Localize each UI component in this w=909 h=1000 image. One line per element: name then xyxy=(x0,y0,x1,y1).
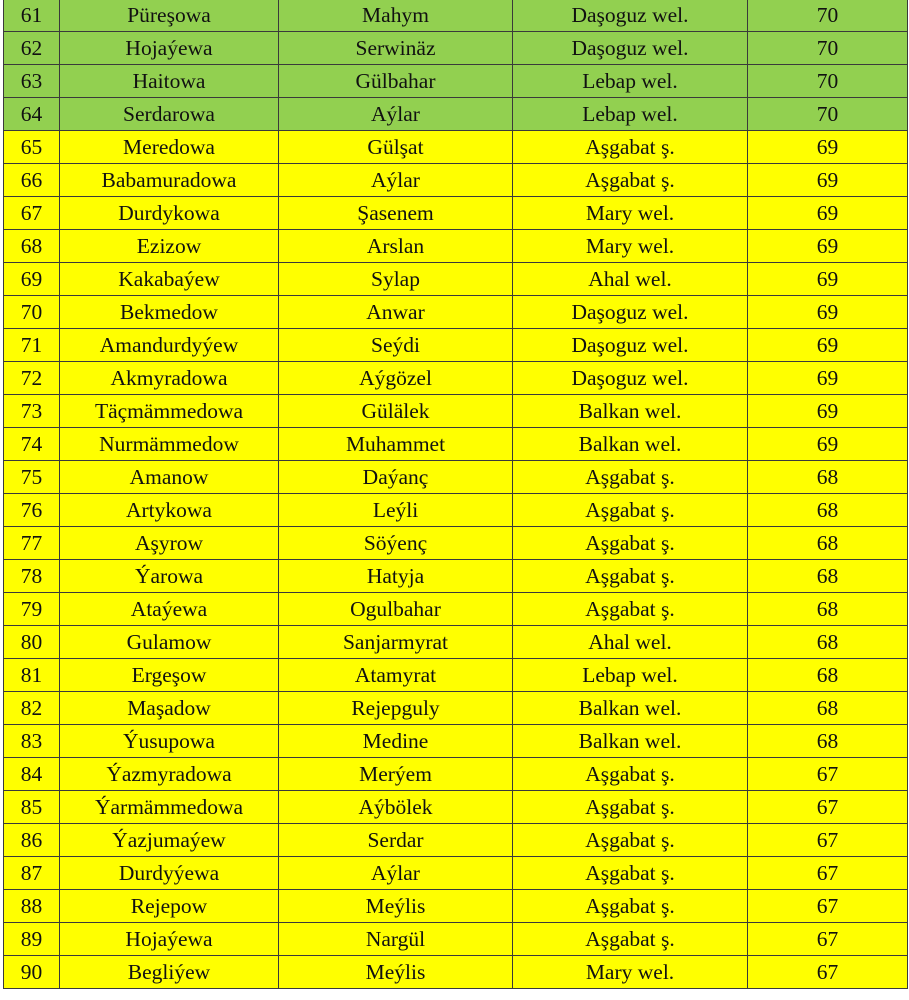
first-name-cell: Aýlar xyxy=(279,98,513,131)
score-cell: 67 xyxy=(748,956,908,989)
score-cell: 67 xyxy=(748,923,908,956)
score-cell: 69 xyxy=(748,197,908,230)
row-number-cell: 64 xyxy=(4,98,60,131)
table-row xyxy=(4,230,908,263)
region-cell: Lebap wel. xyxy=(513,98,748,131)
surname-cell: Artykowa xyxy=(60,494,279,527)
row-number-cell: 66 xyxy=(4,164,60,197)
surname-cell: Ýazmyradowa xyxy=(60,758,279,791)
row-number-cell: 87 xyxy=(4,857,60,890)
region-cell: Balkan wel. xyxy=(513,428,748,461)
score-cell: 67 xyxy=(748,824,908,857)
table-row xyxy=(4,0,908,32)
region-cell: Balkan wel. xyxy=(513,395,748,428)
table-row xyxy=(4,329,908,362)
region-cell: Aşgabat ş. xyxy=(513,131,748,164)
row-number-cell: 62 xyxy=(4,32,60,65)
score-cell: 69 xyxy=(748,230,908,263)
surname-cell: Amanow xyxy=(60,461,279,494)
region-cell: Mary wel. xyxy=(513,956,748,989)
score-cell: 68 xyxy=(748,527,908,560)
surname-cell: Ýarmämmedowa xyxy=(60,791,279,824)
surname-cell: Serdarowa xyxy=(60,98,279,131)
table-row xyxy=(4,692,908,725)
surname-cell: Nurmämmedow xyxy=(60,428,279,461)
score-cell: 68 xyxy=(748,626,908,659)
first-name-cell: Aýgözel xyxy=(279,362,513,395)
surname-cell: Ýarowa xyxy=(60,560,279,593)
first-name-cell: Merýem xyxy=(279,758,513,791)
region-cell: Aşgabat ş. xyxy=(513,890,748,923)
surname-cell: Hojaýewa xyxy=(60,923,279,956)
table-row xyxy=(4,197,908,230)
table-row xyxy=(4,32,908,65)
first-name-cell: Daýanç xyxy=(279,461,513,494)
row-number-cell: 75 xyxy=(4,461,60,494)
score-cell: 68 xyxy=(748,494,908,527)
surname-cell: Durdykowa xyxy=(60,197,279,230)
score-cell: 67 xyxy=(748,857,908,890)
surname-cell: Bekmedow xyxy=(60,296,279,329)
surname-cell: Ýusupowa xyxy=(60,725,279,758)
row-number-cell: 82 xyxy=(4,692,60,725)
table-row xyxy=(4,461,908,494)
first-name-cell: Meýlis xyxy=(279,890,513,923)
region-cell: Daşoguz wel. xyxy=(513,296,748,329)
surname-cell: Gulamow xyxy=(60,626,279,659)
first-name-cell: Söýenç xyxy=(279,527,513,560)
surname-cell: Rejepow xyxy=(60,890,279,923)
surname-cell: Begliýew xyxy=(60,956,279,989)
surname-cell: Täçmämmedowa xyxy=(60,395,279,428)
row-number-cell: 69 xyxy=(4,263,60,296)
region-cell: Daşoguz wel. xyxy=(513,362,748,395)
table-row xyxy=(4,296,908,329)
first-name-cell: Seýdi xyxy=(279,329,513,362)
row-number-cell: 77 xyxy=(4,527,60,560)
row-number-cell: 76 xyxy=(4,494,60,527)
surname-cell: Ezizow xyxy=(60,230,279,263)
region-cell: Daşoguz wel. xyxy=(513,329,748,362)
region-cell: Daşoguz wel. xyxy=(513,0,748,32)
score-cell: 70 xyxy=(748,32,908,65)
score-cell: 69 xyxy=(748,296,908,329)
score-cell: 68 xyxy=(748,659,908,692)
row-number-cell: 86 xyxy=(4,824,60,857)
score-cell: 67 xyxy=(748,791,908,824)
surname-cell: Haitowa xyxy=(60,65,279,98)
score-cell: 69 xyxy=(748,263,908,296)
table-row xyxy=(4,659,908,692)
row-number-cell: 70 xyxy=(4,296,60,329)
score-cell: 69 xyxy=(748,131,908,164)
table-row xyxy=(4,362,908,395)
first-name-cell: Gülşat xyxy=(279,131,513,164)
surname-cell: Meredowa xyxy=(60,131,279,164)
first-name-cell: Rejepguly xyxy=(279,692,513,725)
region-cell: Aşgabat ş. xyxy=(513,560,748,593)
score-cell: 69 xyxy=(748,164,908,197)
first-name-cell: Şasenem xyxy=(279,197,513,230)
row-number-cell: 68 xyxy=(4,230,60,263)
row-number-cell: 81 xyxy=(4,659,60,692)
table-row xyxy=(4,164,908,197)
table-row xyxy=(4,65,908,98)
row-number-cell: 90 xyxy=(4,956,60,989)
results-table-body xyxy=(4,0,908,989)
region-cell: Balkan wel. xyxy=(513,725,748,758)
region-cell: Balkan wel. xyxy=(513,692,748,725)
first-name-cell: Medine xyxy=(279,725,513,758)
first-name-cell: Arslan xyxy=(279,230,513,263)
surname-cell: Amandurdyýew xyxy=(60,329,279,362)
first-name-cell: Sanjarmyrat xyxy=(279,626,513,659)
surname-cell: Ýazjumaýew xyxy=(60,824,279,857)
region-cell: Daşoguz wel. xyxy=(513,32,748,65)
table-row xyxy=(4,791,908,824)
surname-cell: Maşadow xyxy=(60,692,279,725)
table-row xyxy=(4,131,908,164)
row-number-cell: 71 xyxy=(4,329,60,362)
region-cell: Ahal wel. xyxy=(513,263,748,296)
table-row xyxy=(4,956,908,989)
region-cell: Aşgabat ş. xyxy=(513,791,748,824)
surname-cell: Durdyýewa xyxy=(60,857,279,890)
first-name-cell: Serwinäz xyxy=(279,32,513,65)
table-row xyxy=(4,527,908,560)
table-row xyxy=(4,494,908,527)
region-cell: Aşgabat ş. xyxy=(513,527,748,560)
score-cell: 69 xyxy=(748,395,908,428)
region-cell: Ahal wel. xyxy=(513,626,748,659)
region-cell: Aşgabat ş. xyxy=(513,164,748,197)
table-row xyxy=(4,824,908,857)
table-row xyxy=(4,98,908,131)
region-cell: Aşgabat ş. xyxy=(513,824,748,857)
region-cell: Lebap wel. xyxy=(513,659,748,692)
table-row xyxy=(4,263,908,296)
row-number-cell: 72 xyxy=(4,362,60,395)
score-cell: 68 xyxy=(748,725,908,758)
row-number-cell: 61 xyxy=(4,0,60,32)
row-number-cell: 84 xyxy=(4,758,60,791)
region-cell: Aşgabat ş. xyxy=(513,758,748,791)
first-name-cell: Leýli xyxy=(279,494,513,527)
row-number-cell: 79 xyxy=(4,593,60,626)
region-cell: Aşgabat ş. xyxy=(513,494,748,527)
first-name-cell: Ogulbahar xyxy=(279,593,513,626)
region-cell: Mary wel. xyxy=(513,230,748,263)
table-row xyxy=(4,626,908,659)
first-name-cell: Sylap xyxy=(279,263,513,296)
table-row xyxy=(4,923,908,956)
first-name-cell: Muhammet xyxy=(279,428,513,461)
score-cell: 70 xyxy=(748,0,908,32)
table-row xyxy=(4,758,908,791)
surname-cell: Ataýewa xyxy=(60,593,279,626)
score-cell: 68 xyxy=(748,560,908,593)
table-row xyxy=(4,857,908,890)
row-number-cell: 78 xyxy=(4,560,60,593)
score-cell: 69 xyxy=(748,362,908,395)
score-cell: 70 xyxy=(748,98,908,131)
region-cell: Lebap wel. xyxy=(513,65,748,98)
score-cell: 67 xyxy=(748,890,908,923)
surname-cell: Babamuradowa xyxy=(60,164,279,197)
first-name-cell: Anwar xyxy=(279,296,513,329)
region-cell: Aşgabat ş. xyxy=(513,593,748,626)
row-number-cell: 63 xyxy=(4,65,60,98)
first-name-cell: Nargül xyxy=(279,923,513,956)
region-cell: Aşgabat ş. xyxy=(513,857,748,890)
first-name-cell: Hatyja xyxy=(279,560,513,593)
surname-cell: Aşyrow xyxy=(60,527,279,560)
table-row xyxy=(4,395,908,428)
first-name-cell: Aýbölek xyxy=(279,791,513,824)
score-cell: 69 xyxy=(748,329,908,362)
results-table xyxy=(3,0,908,989)
region-cell: Mary wel. xyxy=(513,197,748,230)
table-row xyxy=(4,890,908,923)
first-name-cell: Serdar xyxy=(279,824,513,857)
first-name-cell: Mahym xyxy=(279,0,513,32)
table-row xyxy=(4,560,908,593)
table-row xyxy=(4,725,908,758)
surname-cell: Püreşowa xyxy=(60,0,279,32)
surname-cell: Kakabaýew xyxy=(60,263,279,296)
row-number-cell: 73 xyxy=(4,395,60,428)
row-number-cell: 85 xyxy=(4,791,60,824)
score-cell: 68 xyxy=(748,692,908,725)
table-row xyxy=(4,428,908,461)
surname-cell: Hojaýewa xyxy=(60,32,279,65)
row-number-cell: 89 xyxy=(4,923,60,956)
first-name-cell: Gülälek xyxy=(279,395,513,428)
row-number-cell: 74 xyxy=(4,428,60,461)
row-number-cell: 88 xyxy=(4,890,60,923)
first-name-cell: Aýlar xyxy=(279,164,513,197)
first-name-cell: Atamyrat xyxy=(279,659,513,692)
region-cell: Aşgabat ş. xyxy=(513,923,748,956)
score-cell: 67 xyxy=(748,758,908,791)
row-number-cell: 65 xyxy=(4,131,60,164)
region-cell: Aşgabat ş. xyxy=(513,461,748,494)
row-number-cell: 83 xyxy=(4,725,60,758)
first-name-cell: Gülbahar xyxy=(279,65,513,98)
row-number-cell: 80 xyxy=(4,626,60,659)
score-cell: 68 xyxy=(748,593,908,626)
score-cell: 69 xyxy=(748,428,908,461)
surname-cell: Ergeşow xyxy=(60,659,279,692)
surname-cell: Akmyradowa xyxy=(60,362,279,395)
first-name-cell: Aýlar xyxy=(279,857,513,890)
score-cell: 68 xyxy=(748,461,908,494)
first-name-cell: Meýlis xyxy=(279,956,513,989)
row-number-cell: 67 xyxy=(4,197,60,230)
score-cell: 70 xyxy=(748,65,908,98)
table-row xyxy=(4,593,908,626)
